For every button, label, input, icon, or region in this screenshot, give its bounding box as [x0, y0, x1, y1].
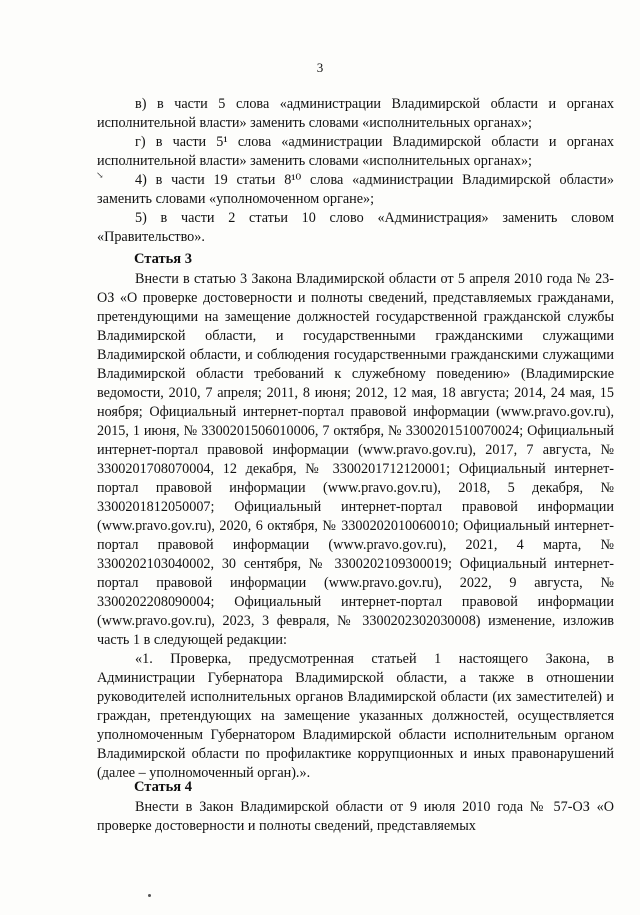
article-3-quote: «1. Проверка, предусмотренная статьей 1 настоящего Закона, в Администрации Губернатора Владимирской области, а также в отношении руководителей исполнительных органов Владимирской области (их заместителей) и граждан, претендующих на замещение указанных должностей, осуществляется уполномоченным Губернатором Владимирской области исполнительным органом Владимирской области по профилактике коррупционных и иных правонарушений (далее – уполномоченный орган).».: [97, 651, 614, 781]
amendment-items: [97, 95, 614, 247]
article-3-heading: Статья 3: [134, 251, 192, 267]
item-g: г) в части 5¹ слова «администрации Владимирской области и органах исполнительной власти» заменить словами «исполнительных органах»;: [97, 134, 614, 169]
article-4-body: [97, 798, 614, 836]
page-number: 3: [316, 60, 324, 75]
item-v: в) в части 5 слова «администрации Владимирской области и органах исполнительной власти» заменить словами «исполнительных органах»;: [97, 96, 614, 131]
scan-mark: ↘: [96, 170, 104, 180]
article-4-heading: Статья 4: [134, 779, 192, 795]
item-4: 4) в части 19 статьи 8¹⁰ слова «администрации Владимирской области» заменить словами «уполномоченном органе»;: [97, 172, 614, 207]
item-5: 5) в части 2 статьи 10 слово «Администрация» заменить словом «Правительство».: [97, 210, 614, 245]
scan-speck: [148, 894, 151, 897]
article-3-intro: Внести в статью 3 Закона Владимирской области от 5 апреля 2010 года № 23-ОЗ «О проверке достоверности и полноты сведений, представляемых гражданами, претендующими на замещение должностей государственной гражданской службы Владимирской области, и государственными гражданскими служащими Владимирской области, и соблюдения государственными гражданскими служащими Владимирской области требований к служебному поведению» (Владимирские ведомости, 2010, 7 апреля; 2011, 8 июня; 2012, 12 мая, 18 августа; 2014, 24 мая, 15 ноября; Официальный интернет-портал правовой информации (www.pravo.gov.ru), 2015, 1 июня, № 3300201506010006, 7 октября, № 3300201510070024; Официальный интернет-портал правовой информации (www.pravo.gov.ru), 2017, 7 августа, № 3300201708070004, 12 декабря, № 3300201712120001; Официальный интернет-портал правовой информации (www.pravo.gov.ru), 2018, 5 декабря, № 3300201812050007; Официальный интернет-портал правовой информации (www.pravo.gov.ru), 2020, 6 октября, № 3300202010060010; Официальный интернет-портал правовой информации (www.pravo.gov.ru), 2021, 4 марта, № 3300202103040002, 30 сентября, № 3300202109300019; Официальный интернет-портал правовой информации (www.pravo.gov.ru), 2022, 9 августа, № 3300202208090004; Официальный интернет-портал правовой информации (www.pravo.gov.ru), 2023, 3 февраля, № 3300202302030008) изменение, изложив часть 1 в следующей редакции:: [97, 271, 614, 648]
article-3-body: [97, 270, 614, 783]
article-4-intro: Внести в Закон Владимирской области от 9 июля 2010 года № 57-ОЗ «О проверке достоверности и полноты сведений, представляемых: [97, 799, 614, 834]
